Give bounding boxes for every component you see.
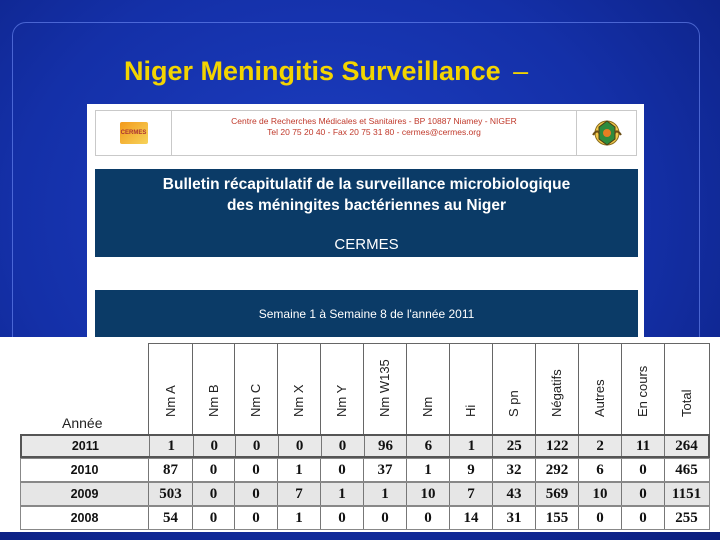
heading-line-1: Bulletin récapitulatif de la surveillance microbiologique [162,176,571,193]
column-header [450,344,493,436]
table-cell: 7 [450,483,493,505]
column-header [321,344,364,436]
column-header-label: Nm [420,396,435,417]
column-header [493,344,536,436]
table-cell: 6 [407,436,450,456]
table-cell: 0 [279,436,322,456]
column-header [536,344,579,436]
table-cell: 25 [493,436,536,456]
table-cell: 569 [536,483,579,505]
column-header-label: Nm Y [334,384,349,417]
table-cell: 0 [235,483,278,505]
cermes-logo-text: CERMES [120,130,147,136]
letterhead-text [172,111,576,155]
column-header-label: Nm B [205,384,221,417]
table-cell: 1 [364,483,407,505]
column-header-label: Nm W135 [377,359,392,417]
table-cell: 1 [321,483,364,505]
column-header [149,344,193,436]
column-header [579,344,622,436]
column-header [665,344,708,436]
table-row [20,434,710,458]
column-header-label: S pn [506,390,521,417]
table-cell: 0 [579,507,622,529]
cermes-logo-box [96,111,172,155]
slide-title: Niger Meningitis Surveillance [124,56,501,86]
table-cell: 0 [622,507,665,529]
column-header-label: Autres [592,379,607,417]
column-header [364,344,407,436]
table-cell: 465 [675,461,698,478]
table-cell: 0 [193,483,235,505]
table-row [20,458,710,482]
table-row [20,482,710,506]
column-header-label: Négatifs [549,369,564,417]
table-row [20,506,710,530]
column-header [407,344,450,436]
table-column-headers [148,343,710,435]
table-cell: 31 [493,507,536,529]
column-header [622,344,665,436]
table-cell: 0 [622,459,665,481]
row-year: 2010 [21,459,149,481]
table-cell: 0 [193,459,235,481]
table-cell: 0 [235,507,278,529]
table-cell: 7 [278,483,321,505]
heading-line-2: des méningites bactériennes au Niger [226,197,507,214]
table-cell: 155 [536,507,579,529]
table-cell: 1 [450,436,493,456]
table-cell: 9 [450,459,493,481]
table-cell: 0 [364,507,407,529]
table-cell: 2 [579,436,622,456]
row-year: 2009 [21,483,149,505]
table-rows [20,434,710,530]
table-cell: 54 [149,507,193,529]
row-year: 2011 [22,436,150,456]
table-cell: 1 [150,436,194,456]
table-cell: 1151 [671,485,702,502]
bulletin-heading [95,169,638,257]
table-cell: 0 [193,507,235,529]
table-cell: 96 [365,436,408,456]
cermes-logo-icon [120,122,148,144]
year-column-header: Année [62,415,103,431]
title-row [124,56,528,87]
period-band [95,290,638,340]
table-cell: 122 [536,436,579,456]
table-cell: 87 [149,459,193,481]
table-cell: 10 [407,483,450,505]
table-cell: 255 [675,509,698,526]
summary-table-panel [0,337,720,532]
column-header [193,344,235,436]
table-cell: 14 [450,507,493,529]
column-header-label: Nm X [291,384,306,417]
table-cell: 0 [321,459,364,481]
table-cell: 0 [236,436,279,456]
title-dash: – [513,56,529,86]
table-cell: 1 [407,459,450,481]
table-cell: 503 [149,483,193,505]
table-cell: 10 [579,483,622,505]
column-header [278,344,321,436]
column-header-label: Nm C [248,383,263,417]
table-cell: 0 [322,436,365,456]
letterhead [95,110,637,156]
column-header-label: Total [678,389,694,417]
period-text: Semaine 1 à Semaine 8 de l'année 2011 [258,307,475,321]
heading-org: CERMES [334,236,399,253]
column-header [235,344,278,436]
bulletin-document [87,104,644,340]
letterhead-contact: Tel 20 75 20 40 - Fax 20 75 31 80 - cermes@cermes.org [267,127,481,137]
table-cell: 32 [493,459,536,481]
column-header-label: Nm A [162,385,178,417]
table-cell: 0 [407,507,450,529]
table-cell: 0 [235,459,278,481]
table-cell: 1 [278,507,321,529]
table-cell: 264 [675,437,698,454]
coat-of-arms-icon [576,111,636,155]
table-cell: 6 [579,459,622,481]
table-cell: 1 [278,459,321,481]
row-year: 2008 [21,507,149,529]
column-header-label: En cours [635,365,650,417]
letterhead-address: Centre de Recherches Médicales et Sanitaires - BP 10887 Niamey - NIGER [231,116,517,126]
table-cell: 11 [622,436,665,456]
table-cell: 0 [321,507,364,529]
table-cell: 37 [364,459,407,481]
table-cell: 0 [622,483,665,505]
table-cell: 0 [194,436,236,456]
column-header-label: Hi [463,404,478,417]
table-cell: 292 [536,459,579,481]
table-cell: 43 [493,483,536,505]
